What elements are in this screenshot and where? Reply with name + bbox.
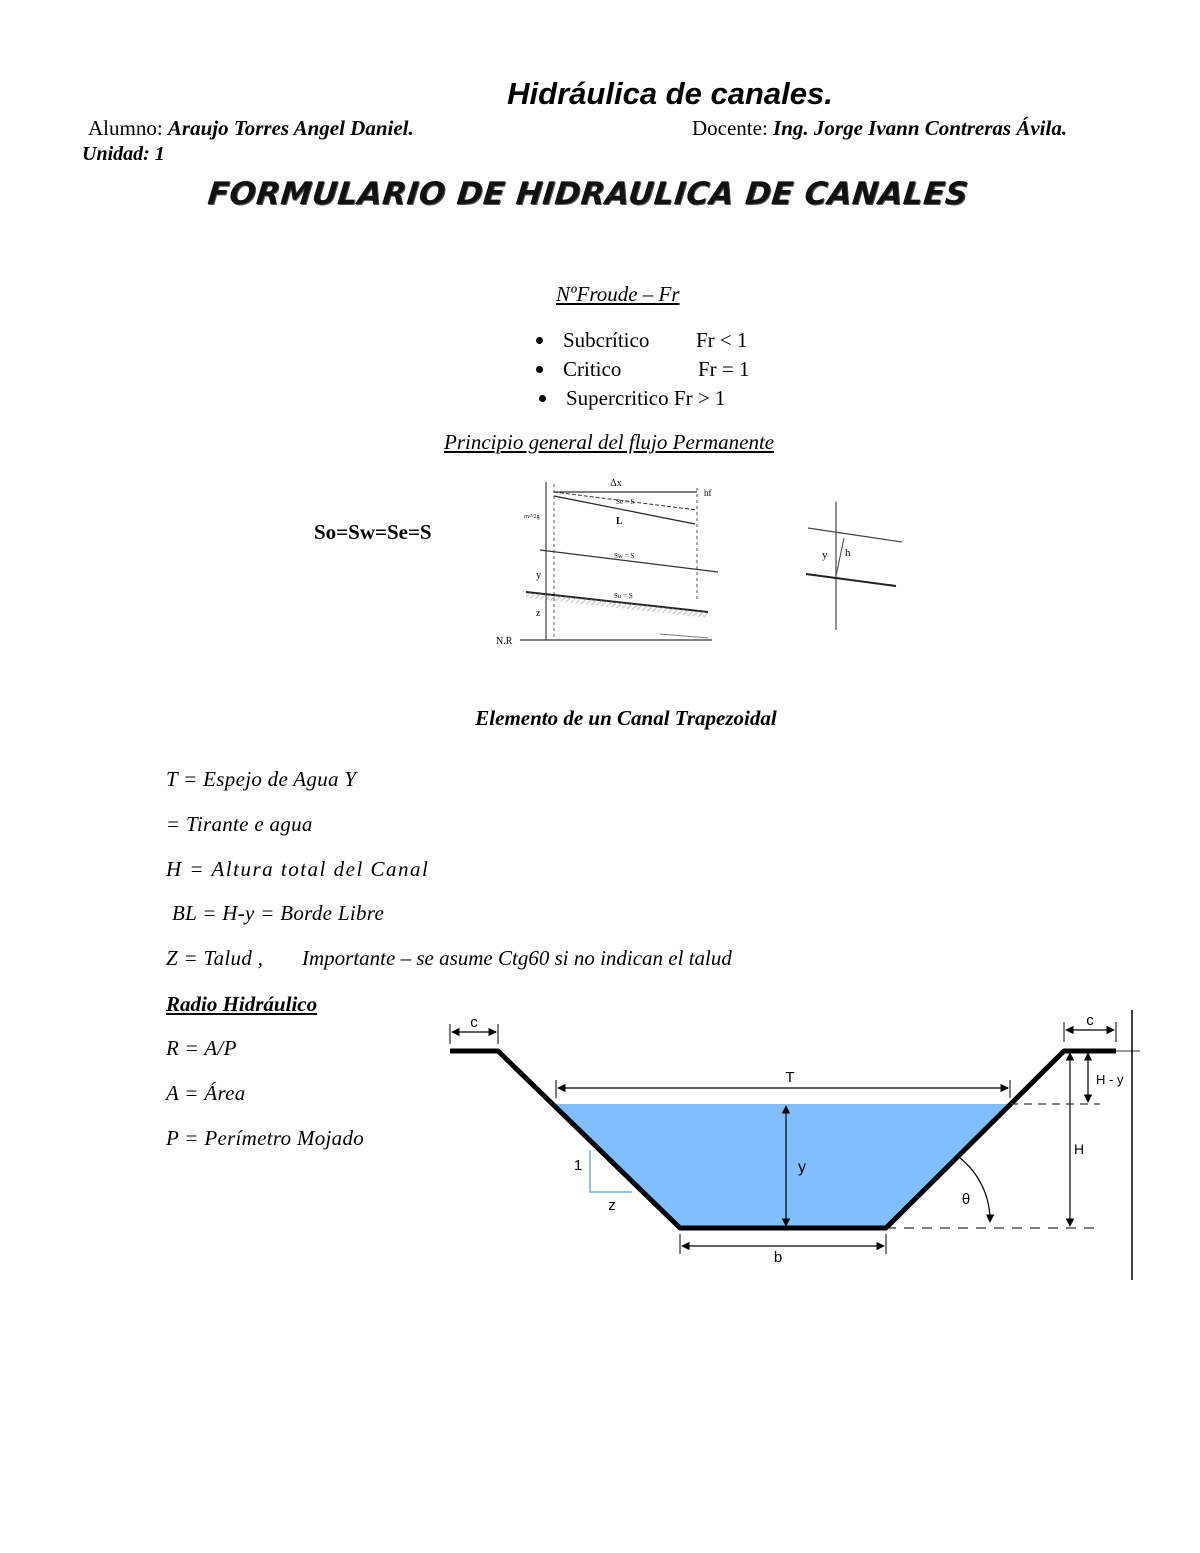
normal-line [836,538,844,576]
froude-condition: Fr < 1 [696,328,748,352]
talud-note: Importante – se asume Ctg60 si no indican el talud [302,946,732,970]
principle-heading: Principio general del flujo Permanente [444,430,775,454]
theta-arc [960,1158,990,1222]
sw-label: Sw = S [614,552,635,560]
so-label: So = S [614,592,633,600]
z-label: z [536,608,541,619]
def-espejo: T = Espejo de Agua Y [166,767,357,791]
dx-label: Δx [610,478,622,489]
froude-heading: NºFroude – Fr [556,282,680,306]
froude-item-subcritico [536,328,649,353]
froude-condition: Fr = 1 [698,357,750,381]
froude-item-label: Subcrítico [563,328,650,352]
def-area: A = Área [166,1081,246,1105]
froude-item-critico [536,357,621,382]
y-label: y [798,1159,806,1176]
c-right-label: c [1086,1012,1094,1029]
h-label: H [1074,1141,1085,1157]
def-tirante: = Tirante e agua [166,812,313,836]
bed-line [806,574,896,586]
depth-normal-diagram [800,498,910,634]
t-label: T [785,1069,795,1086]
surface-line [808,528,902,542]
hf-label: hf [704,488,712,498]
student-label: Alumno: [88,116,163,140]
velocity-head-label: αv²/2g [524,514,540,520]
bullet-icon [536,337,543,344]
h-label: h [845,547,851,559]
bullet-icon [539,395,546,402]
def-perimetro: P = Perímetro Mojado [166,1126,365,1150]
water-area [556,1104,1010,1228]
teacher-label: Docente: [692,116,768,140]
y-label: y [536,570,541,581]
hydraulic-radius-heading: Radio Hidráulico [166,992,318,1016]
trapezoidal-channel-heading: Elemento de un Canal Trapezoidal [475,706,777,730]
froude-item-supercritico [539,386,725,411]
nr-label: N.R [496,636,513,647]
student-name: Araujo Torres Angel Daniel. [167,116,414,140]
b-label: b [773,1249,783,1266]
flow-profile-diagram [490,474,730,650]
def-altura: H = Altura total del Canal [166,857,430,881]
y-label: y [822,549,828,561]
def-borde-libre: BL = H-y = Borde Libre [172,901,385,925]
student-line [88,116,414,141]
theta-label: θ [961,1191,971,1208]
document-title: Hidráulica de canales. [507,76,833,111]
datum-slope [660,634,708,638]
froude-item-label: Critico [563,357,622,381]
se-label: Se = S [616,498,635,506]
unit-label: Unidad: 1 [82,143,165,165]
froude-condition: Fr > 1 [668,386,726,410]
def-talud: Z = Talud , [166,946,264,970]
teacher-line [692,116,1067,141]
trapezoidal-channel-diagram [440,1008,1140,1284]
l-label: L [616,516,623,527]
main-title: FORMULARIO DE HIDRAULICA DE CANALES [205,176,971,212]
teacher-name: Ing. Jorge Ivann Contreras Ávila. [773,116,1068,140]
uniform-flow-equation: So=Sw=Se=S [314,520,432,544]
c-left-label: c [470,1014,478,1031]
def-radio: R = A/P [166,1036,237,1060]
one-label: 1 [573,1157,583,1174]
z-label: z [608,1197,616,1214]
h-minus-y-label: H - y [1096,1072,1124,1087]
bullet-icon [536,366,543,373]
froude-item-label: Supercritico [566,386,669,410]
